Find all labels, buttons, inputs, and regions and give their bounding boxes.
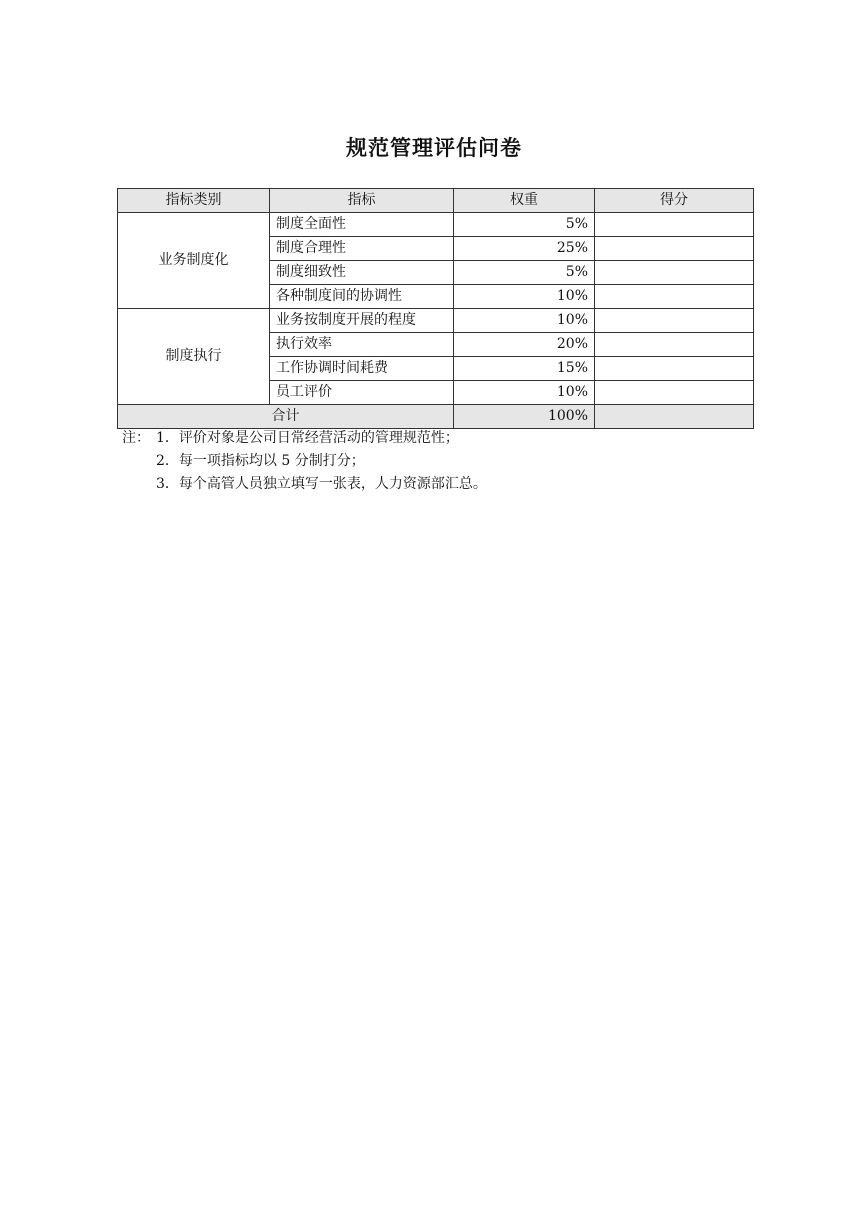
indicator-cell: 制度全面性 <box>270 213 454 237</box>
header-weight: 权重 <box>454 189 595 213</box>
total-score[interactable] <box>595 405 754 429</box>
indicator-cell: 工作协调时间耗费 <box>270 357 454 381</box>
notes <box>122 427 742 496</box>
note-text: 3．每个高管人员独立填写一张表，人力资源部汇总。 <box>156 476 487 492</box>
score-cell[interactable] <box>595 261 754 285</box>
note-item <box>122 427 742 450</box>
score-cell[interactable] <box>595 333 754 357</box>
score-cell[interactable] <box>595 381 754 405</box>
indicator-cell: 员工评价 <box>270 381 454 405</box>
score-cell[interactable] <box>595 309 754 333</box>
note-item <box>122 450 742 473</box>
category-cell: 制度执行 <box>118 309 270 405</box>
note-text: 2．每一项指标均以 5 分制打分； <box>156 453 365 469</box>
score-cell[interactable] <box>595 357 754 381</box>
weight-cell: 10% <box>454 285 595 309</box>
indicator-cell: 制度细致性 <box>270 261 454 285</box>
weight-cell: 25% <box>454 237 595 261</box>
weight-cell: 10% <box>454 309 595 333</box>
indicator-cell: 执行效率 <box>270 333 454 357</box>
table-row <box>118 309 754 333</box>
evaluation-table <box>117 188 754 429</box>
total-weight: 100% <box>454 405 595 429</box>
score-cell[interactable] <box>595 237 754 261</box>
score-cell[interactable] <box>595 213 754 237</box>
total-row <box>118 405 754 429</box>
table-row <box>118 213 754 237</box>
page-title: 规范管理评估问卷 <box>346 136 522 160</box>
indicator-cell: 业务按制度开展的程度 <box>270 309 454 333</box>
weight-cell: 5% <box>454 261 595 285</box>
weight-cell: 15% <box>454 357 595 381</box>
header-category: 指标类别 <box>118 189 270 213</box>
category-cell: 业务制度化 <box>118 213 270 309</box>
indicator-cell: 制度合理性 <box>270 237 454 261</box>
header-indicator: 指标 <box>270 189 454 213</box>
score-cell[interactable] <box>595 285 754 309</box>
note-prefix: 注： <box>122 430 150 446</box>
total-label: 合计 <box>118 405 454 429</box>
table-header-row <box>118 189 754 213</box>
note-item <box>122 473 742 496</box>
indicator-cell: 各种制度间的协调性 <box>270 285 454 309</box>
weight-cell: 5% <box>454 213 595 237</box>
note-text: 1．评价对象是公司日常经营活动的管理规范性； <box>156 430 459 446</box>
weight-cell: 10% <box>454 381 595 405</box>
weight-cell: 20% <box>454 333 595 357</box>
header-score: 得分 <box>595 189 754 213</box>
